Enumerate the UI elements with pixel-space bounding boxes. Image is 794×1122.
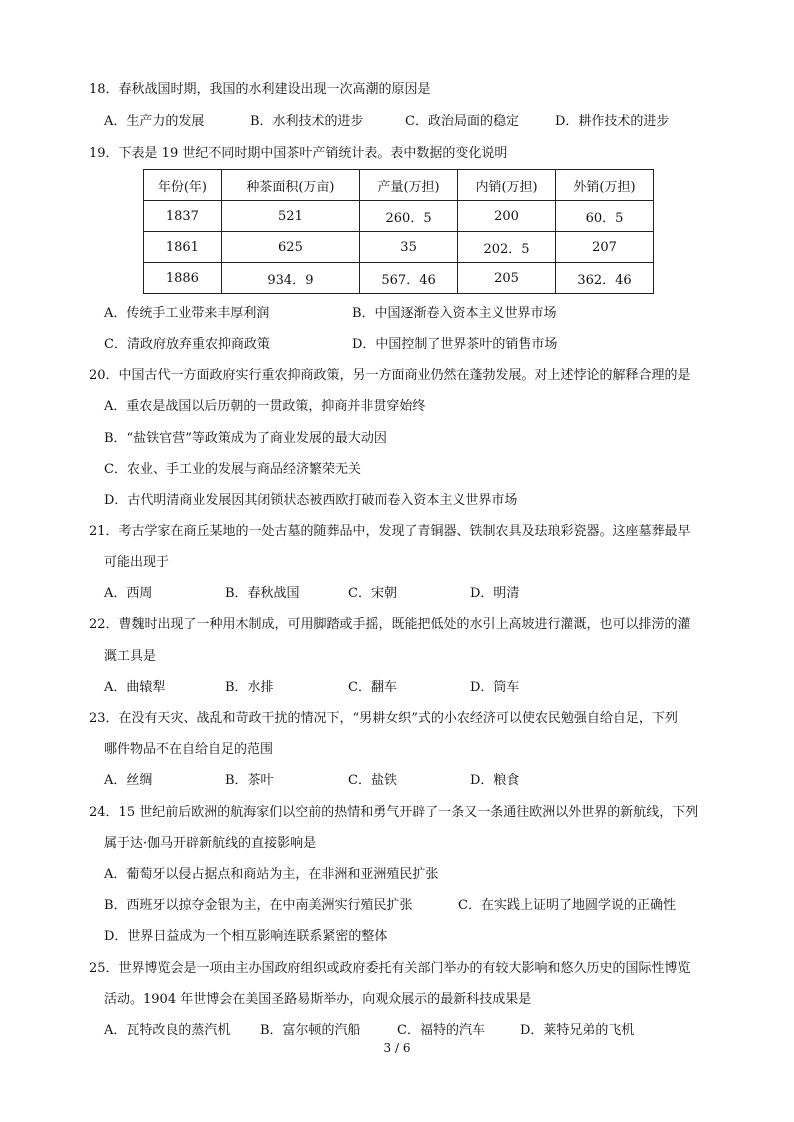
- q23-option-a: A．丝绸: [104, 773, 153, 788]
- q24-stem-line1: 24．15 世纪前后欧洲的航海家们以空前的热情和勇气开辟了一条又一条通往欧洲以外世界的新航线，下列: [89, 805, 699, 820]
- q21-option-b: B．春秋战国: [225, 586, 300, 601]
- table-cell: 625: [221, 232, 359, 263]
- q23-option-c: C．盐铁: [348, 773, 397, 788]
- q21-stem-line1: 21．考古学家在商丘某地的一处古墓的随葬品中，发现了青铜器、铁制农具及珐琅彩瓷器。这座墓葬最早: [89, 524, 691, 539]
- q20-option-b: B．“盐铁官营”等政策成为了商业发展的最大动因: [104, 431, 387, 446]
- q18-option-a: A．生产力的发展: [104, 114, 205, 129]
- q23-option-d: D．粮食: [470, 773, 520, 788]
- tea-statistics-table: [143, 169, 654, 294]
- table-cell: 207: [556, 232, 654, 263]
- table-row: [144, 232, 654, 263]
- table-header-cell: 外销(万担): [556, 170, 654, 201]
- q19-option-a: A．传统手工业带来丰厚利润: [104, 306, 270, 321]
- table-cell: 35: [360, 232, 458, 263]
- q25-option-d: D．莱特兄弟的飞机: [520, 1023, 635, 1038]
- q20-option-a: A．重农是战国以后历朝的一贯政策，抑商并非贯穿始终: [104, 399, 426, 414]
- q21-option-d: D．明清: [470, 586, 520, 601]
- table-cell: 202．5: [458, 232, 556, 263]
- table-cell: 200: [458, 201, 556, 232]
- table-cell: 1861: [144, 232, 222, 263]
- q24-option-d: D．世界日益成为一个相互影响连联系紧密的整体: [104, 929, 388, 944]
- q20-stem: 20．中国古代一方面政府实行重农抑商政策，另一方面商业仍然在蓬勃发展。对上述悖论的解释合理的是: [89, 368, 691, 383]
- q22-option-d: D．筒车: [470, 680, 520, 695]
- table-cell: 205: [458, 263, 556, 294]
- q19-option-d: D．中国控制了世界茶叶的销售市场: [352, 337, 558, 352]
- q25-stem-line1: 25．世界博览会是一项由主办国政府组织或政府委托有关部门举办的有较大影响和悠久历史的国际性博览: [89, 961, 691, 976]
- q18-option-d: D．耕作技术的进步: [555, 114, 670, 129]
- table-row: [144, 201, 654, 232]
- table-header-cell: 内销(万担): [458, 170, 556, 201]
- table-cell: 521: [221, 201, 359, 232]
- table-cell: 1886: [144, 263, 222, 294]
- q21-option-a: A．西周: [104, 586, 153, 601]
- q24-option-b: B．西班牙以掠夺金银为主，在中南美洲实行殖民扩张: [104, 898, 413, 913]
- q19-option-b: B．中国逐渐卷入资本主义世界市场: [352, 306, 557, 321]
- table-row: [144, 263, 654, 294]
- table-header-row: [144, 170, 654, 201]
- q24-option-a: A．葡萄牙以侵占据点和商站为主，在非洲和亚洲殖民扩张: [104, 867, 439, 882]
- q18-option-c: C．政治局面的稳定: [405, 114, 519, 129]
- q22-option-a: A．曲辕犁: [104, 680, 166, 695]
- q25-option-b: B．富尔顿的汽船: [260, 1023, 361, 1038]
- q23-option-b: B．茶叶: [225, 773, 274, 788]
- table-cell: 60．5: [556, 201, 654, 232]
- table-header-cell: 种茶面积(万亩): [221, 170, 359, 201]
- q20-option-c: C．农业、手工业的发展与商品经济繁荣无关: [104, 462, 361, 477]
- table-cell: 260．5: [360, 201, 458, 232]
- table-cell: 1837: [144, 201, 222, 232]
- q19-stem: 19．下表是 19 世纪不同时期中国茶叶产销统计表。表中数据的变化说明: [89, 146, 508, 161]
- q23-stem-line2: 哪件物品不在自给自足的范围: [104, 742, 274, 757]
- table-header-cell: 产量(万担): [360, 170, 458, 201]
- q18-option-b: B．水利技术的进步: [250, 114, 364, 129]
- q19-option-c: C．清政府放弃重农抑商政策: [104, 337, 270, 352]
- table-cell: 567．46: [360, 263, 458, 294]
- q22-stem-line2: 溉工具是: [104, 649, 157, 664]
- q25-option-c: C．福特的汽车: [397, 1023, 485, 1038]
- q23-stem-line1: 23．在没有天灾、战乱和苛政干扰的情况下，“男耕女织”式的小农经济可以使农民勉强自给自足，下列: [89, 711, 678, 726]
- q22-stem-line1: 22．曹魏时出现了一种用木制成，可用脚踏或手摇，既能把低处的水引上高坡进行灌溉，也可以排涝的灌: [89, 617, 691, 632]
- table-cell: 362．46: [556, 263, 654, 294]
- q24-option-c: C．在实践上证明了地圆学说的正确性: [458, 898, 676, 913]
- q18-stem: 18．春秋战国时期，我国的水利建设出现一次高潮的原因是: [89, 82, 431, 97]
- q20-option-d: D．古代明清商业发展因其闭锁状态被西欧打破而卷入资本主义世界市场: [104, 493, 518, 508]
- q22-option-b: B．水排: [225, 680, 274, 695]
- q22-option-c: C．翻车: [348, 680, 397, 695]
- page-number: 3 / 6: [383, 1041, 411, 1055]
- q25-option-a: A．瓦特改良的蒸汽机: [104, 1023, 231, 1038]
- q25-stem-line2: 活动。1904 年世博会在美国圣路易斯举办，向观众展示的最新科技成果是: [104, 992, 532, 1007]
- q21-stem-line2: 可能出现于: [104, 555, 170, 570]
- q21-option-c: C．宋朝: [348, 586, 397, 601]
- table-cell: 934．9: [221, 263, 359, 294]
- table-header-cell: 年份(年): [144, 170, 222, 201]
- q24-stem-line2: 属于达·伽马开辟新航线的直接影响是: [104, 836, 317, 851]
